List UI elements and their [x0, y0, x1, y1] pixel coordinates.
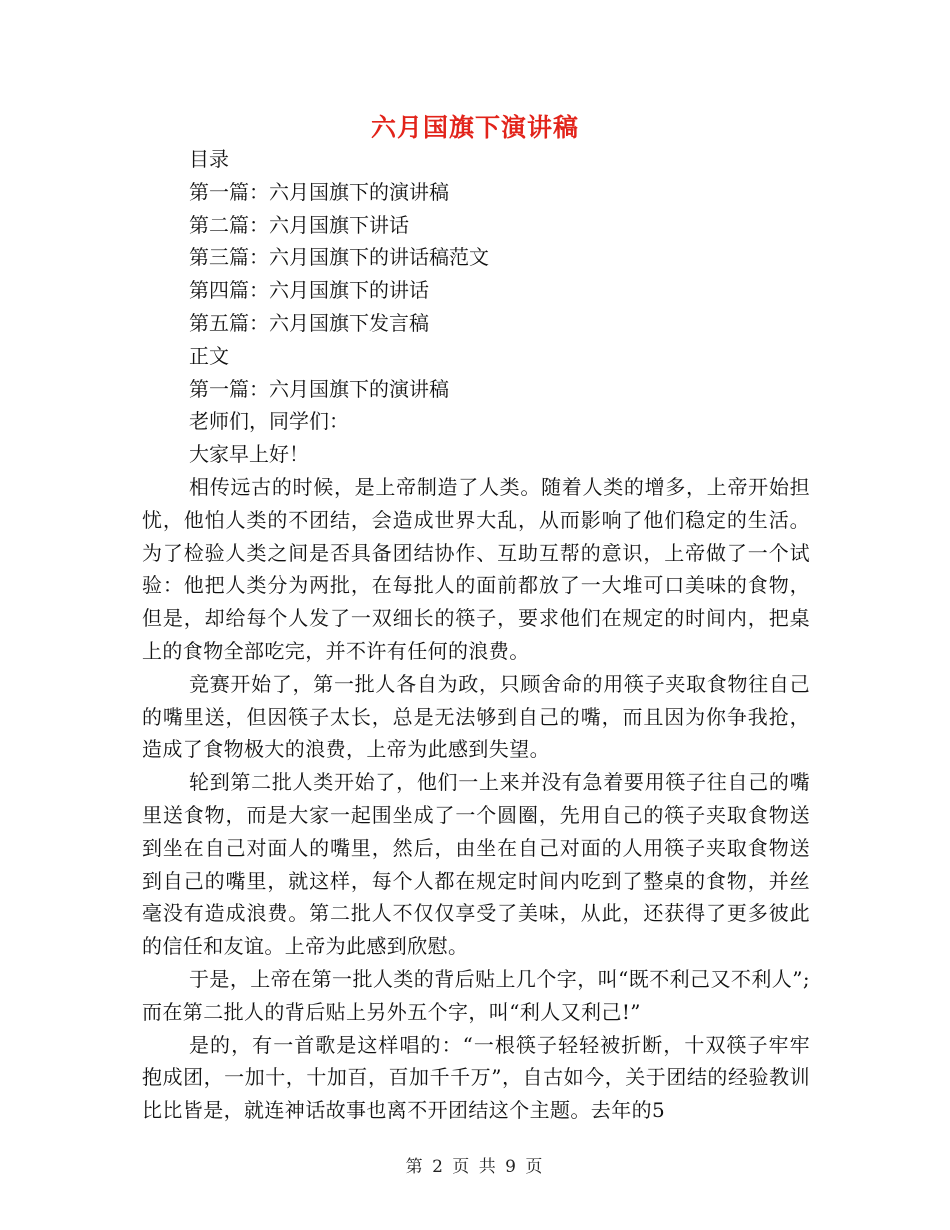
section-title: 第一篇：六月国旗下的演讲稿	[189, 376, 449, 401]
page-footer: 第 2 页 共 9 页	[405, 1157, 545, 1177]
toc-heading: 目录	[189, 147, 229, 171]
toc-item: 第三篇：六月国旗下的讲话稿范文	[189, 245, 489, 270]
body-paragraph: 竞赛开始了，第一批人各自为政，只顾舍命的用筷子夹取食物往自己的嘴里送，但因筷子太长，总是无法够到自己的嘴，而且因为你争我抢，造成了食物极大的浪费，上帝为此感到失望。	[142, 671, 810, 762]
body-paragraph: 相传远古的时候，是上帝制造了人类。随着人类的增多，上帝开始担忧，他怕人类的不团结，会造成世界大乱，从而影响了他们稳定的生活。为了检验人类之间是否具备团结协作、互助互帮的意识，上帝做了一个试验：他把人类分为两批，在每批人的面前都放了一大堆可口美味的食物，但是，却给每个人发了一双细长的筷子，要求他们在规定的时间内，把桌上的食物全部吃完，并不许有任何的浪费。	[142, 474, 810, 663]
toc-item: 第五篇：六月国旗下发言稿	[189, 310, 429, 335]
body-paragraph: 是的，有一首歌是这样唱的：“一根筷子轻轻被折断，十双筷子牢牢抱成团，一加十，十加百，百加千千万”，自古如今，关于团结的经验教训比比皆是，就连神话故事也离不开团结这个主题。去年的5	[142, 1032, 810, 1123]
body-heading: 正文	[189, 343, 229, 368]
toc-item: 第一篇：六月国旗下的演讲稿	[189, 179, 449, 204]
body-paragraph: 轮到第二批人类开始了，他们一上来并没有急着要用筷子往自己的嘴里送食物，而是大家一起围坐成了一个圆圈，先用自己的筷子夹取食物送到坐在自己对面人的嘴里，然后，由坐在自己对面的人用筷子夹取食物送到自己的嘴里，就这样，每个人都在规定时间内吃到了整桌的食物，并丝毫没有造成浪费。第二批人不仅仅享受了美味，从此，还获得了更多彼此的信任和友谊。上帝为此感到欣慰。	[142, 770, 810, 959]
toc-item: 第四篇：六月国旗下的讲话	[189, 278, 429, 303]
document-title: 六月国旗下演讲稿	[370, 113, 579, 142]
toc-item: 第二篇：六月国旗下讲话	[189, 212, 409, 237]
body-paragraph: 于是，上帝在第一批人类的背后贴上几个字，叫“既不利己又不利人”;而在第二批人的背后贴上另外五个字，叫“利人又利己!”	[142, 966, 810, 1024]
salutation: 老师们，同学们：	[189, 409, 349, 434]
document-body	[142, 143, 810, 1127]
greeting: 大家早上好！	[189, 442, 309, 467]
